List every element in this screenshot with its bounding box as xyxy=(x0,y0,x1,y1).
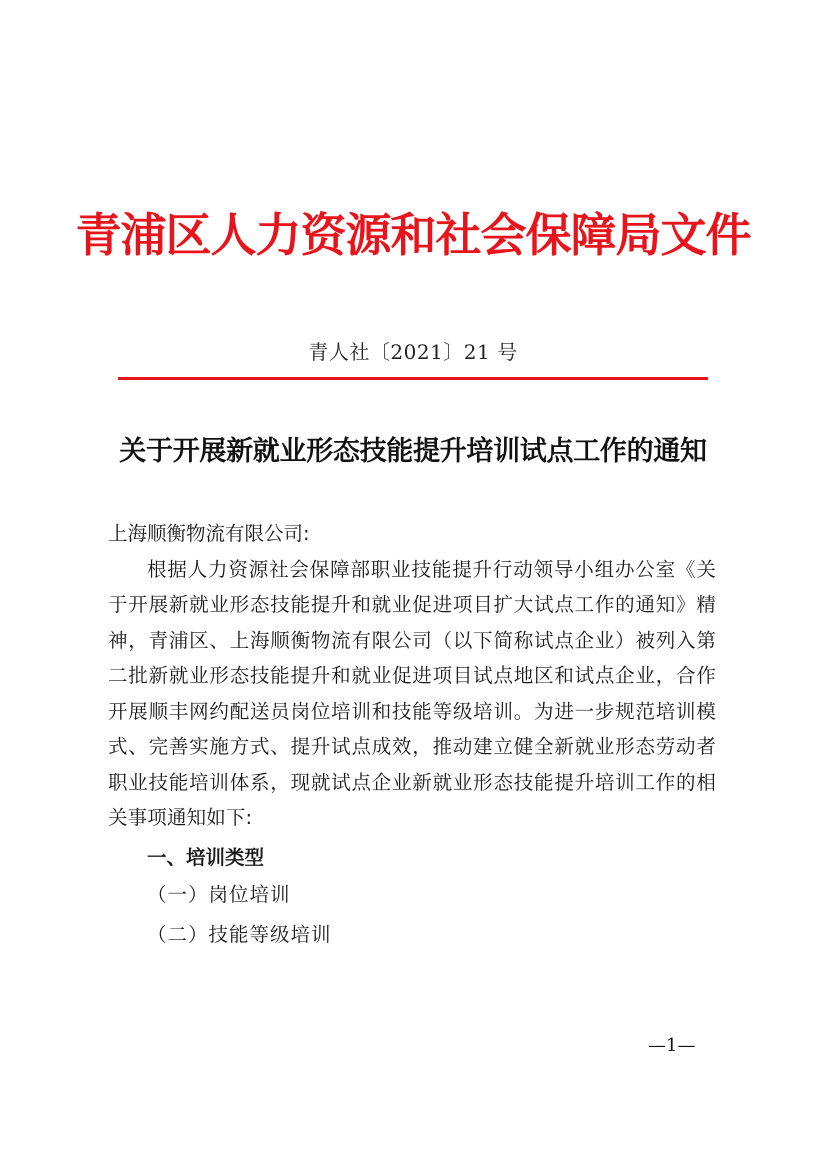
body-paragraph: 根据人力资源社会保障部职业技能提升行动领导小组办公室《关于开展新就业形态技能提升和就业促进项目扩大试点工作的通知》精神，青浦区、上海顺衡物流有限公司（以下简称试点企业）被列入第二批新就业形态技能提升和就业促进项目试点地区和试点企业，合作开展顺丰网约配送员岗位培训和技能等级培训。为进一步规范培训模式、完善实施方式、提升试点成效，推动建立健全新就业形态劳动者职业技能培训体系，现就试点企业新就业形态技能提升培训工作的相关事项通知如下: xyxy=(108,557,716,829)
section-heading-training-types: 一、培训类型 xyxy=(147,845,265,869)
agency-header-title: 青浦区人力资源和社会保障局文件 xyxy=(75,208,751,262)
red-divider-line xyxy=(118,377,708,380)
sub-item-job-training: （一）岗位培训 xyxy=(147,883,291,906)
addressee: 上海顺衡物流有限公司: xyxy=(108,522,310,545)
notice-title: 关于开展新就业形态技能提升培训试点工作的通知 xyxy=(119,436,707,467)
notice-body xyxy=(108,516,716,955)
document-number: 青人社〔2021〕21 号 xyxy=(308,340,518,364)
page-number: —1— xyxy=(648,1035,696,1056)
sub-item-skill-level-training: （二）技能等级培训 xyxy=(147,923,332,946)
